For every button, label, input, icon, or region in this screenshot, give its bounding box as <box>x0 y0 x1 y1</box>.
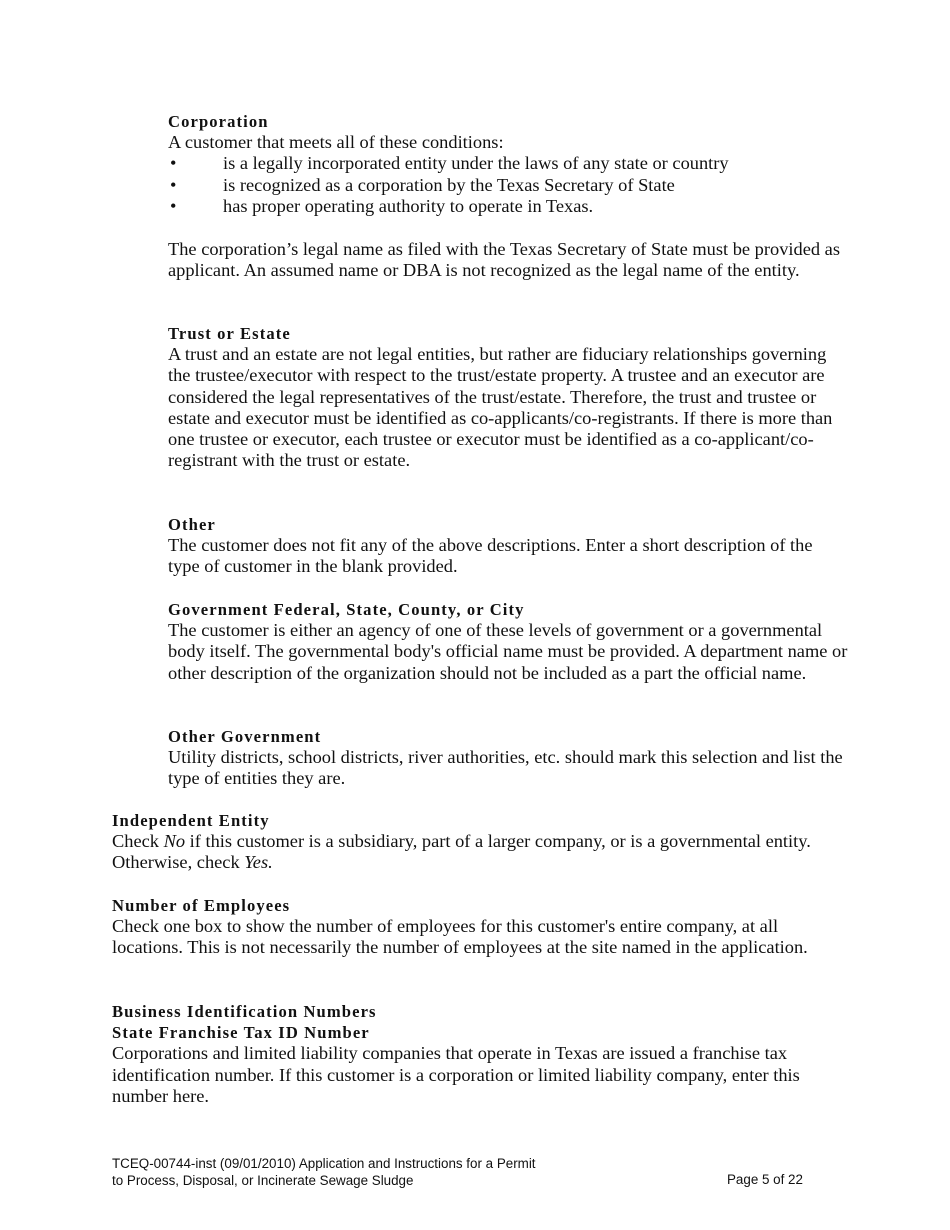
corporation-heading: Corporation <box>168 112 269 131</box>
trust-estate-section <box>168 323 848 471</box>
other-section <box>168 514 848 578</box>
page-number: Page 5 of 22 <box>727 1172 803 1187</box>
independent-entity-text-2: if this customer is a subsidiary, part of a larger company, or is a governmental entity. Otherwise, check <box>112 831 811 873</box>
independent-entity-text-1: Check <box>112 831 164 852</box>
other-heading: Other <box>168 515 216 534</box>
corporation-legal-name-paragraph: The corporation’s legal name as filed with the Texas Secretary of State must be provided as applicant. An assumed name or DBA is not recognized as the legal name of the entity. <box>168 239 840 281</box>
other-paragraph: The customer does not fit any of the above descriptions. Enter a short description of the type of customer in the blank provided. <box>168 535 813 577</box>
bullet-icon: • <box>170 153 177 174</box>
independent-entity-heading: Independent Entity <box>112 811 270 830</box>
other-government-section <box>168 726 848 790</box>
government-paragraph: The customer is either an agency of one of these levels of government or a governmental body itself. The governmental body's official name must be provided. A department name or other description of the organization should not be included as a part the official name. <box>168 620 848 683</box>
list-item <box>168 153 848 174</box>
trust-estate-heading: Trust or Estate <box>168 324 291 343</box>
bullet-icon: • <box>170 195 177 216</box>
independent-entity-paragraph <box>112 831 852 873</box>
government-heading: Government Federal, State, County, or City <box>168 600 525 619</box>
list-item-text: is recognized as a corporation by the Texas Secretary of State <box>223 174 675 195</box>
page-footer <box>112 1156 632 1189</box>
franchise-tax-id-paragraph: Corporations and limited liability companies that operate in Texas are issued a franchise tax identification number. If this customer is a corporation or limited liability company, enter this number here. <box>112 1043 800 1106</box>
employees-section <box>112 895 852 959</box>
corporation-intro: A customer that meets all of these conditions: <box>168 132 504 153</box>
government-section <box>168 599 848 684</box>
list-item <box>168 196 848 217</box>
no-option-text: No <box>163 831 186 852</box>
footer-form-id: TCEQ-00744-inst (09/01/2010) Application and Instructions for a Permit <box>112 1156 536 1171</box>
employees-paragraph: Check one box to show the number of employees for this customer's entire company, at all locations. This is not necessarily the number of employees at the site named in the application. <box>112 916 808 958</box>
list-item-text: is a legally incorporated entity under the laws of any state or country <box>223 153 729 174</box>
list-item-text: has proper operating authority to operate in Texas. <box>223 195 594 216</box>
franchise-tax-id-heading: State Franchise Tax ID Number <box>112 1023 370 1043</box>
independent-entity-section <box>112 810 852 874</box>
corporation-conditions-list <box>168 153 848 217</box>
business-id-heading: Business Identification Numbers <box>112 1002 377 1021</box>
list-item <box>168 175 848 196</box>
employees-heading: Number of Employees <box>112 896 291 915</box>
other-government-heading: Other Government <box>168 727 322 746</box>
other-government-paragraph: Utility districts, school districts, river authorities, etc. should mark this selection and list the type of entities they are. <box>168 747 843 789</box>
bullet-icon: • <box>170 174 177 195</box>
trust-estate-paragraph: A trust and an estate are not legal entities, but rather are fiduciary relationships governing the trustee/executor with respect to the trust/estate property. A trustee and an executor are considered the legal representatives of the trust/estate. Therefore, the trust and trustee or estate and executor must be identified as co-applicants/co-registrants. If there is more than one trustee or executor, each trustee or executor must be identified as a co-applicant/co-registrant with the trust or estate. <box>168 344 833 471</box>
corporation-section <box>168 111 848 217</box>
yes-option-text: Yes. <box>244 852 273 873</box>
business-id-section <box>112 1001 852 1107</box>
footer-form-title: to Process, Disposal, or Incinerate Sewage Sludge <box>112 1172 414 1188</box>
